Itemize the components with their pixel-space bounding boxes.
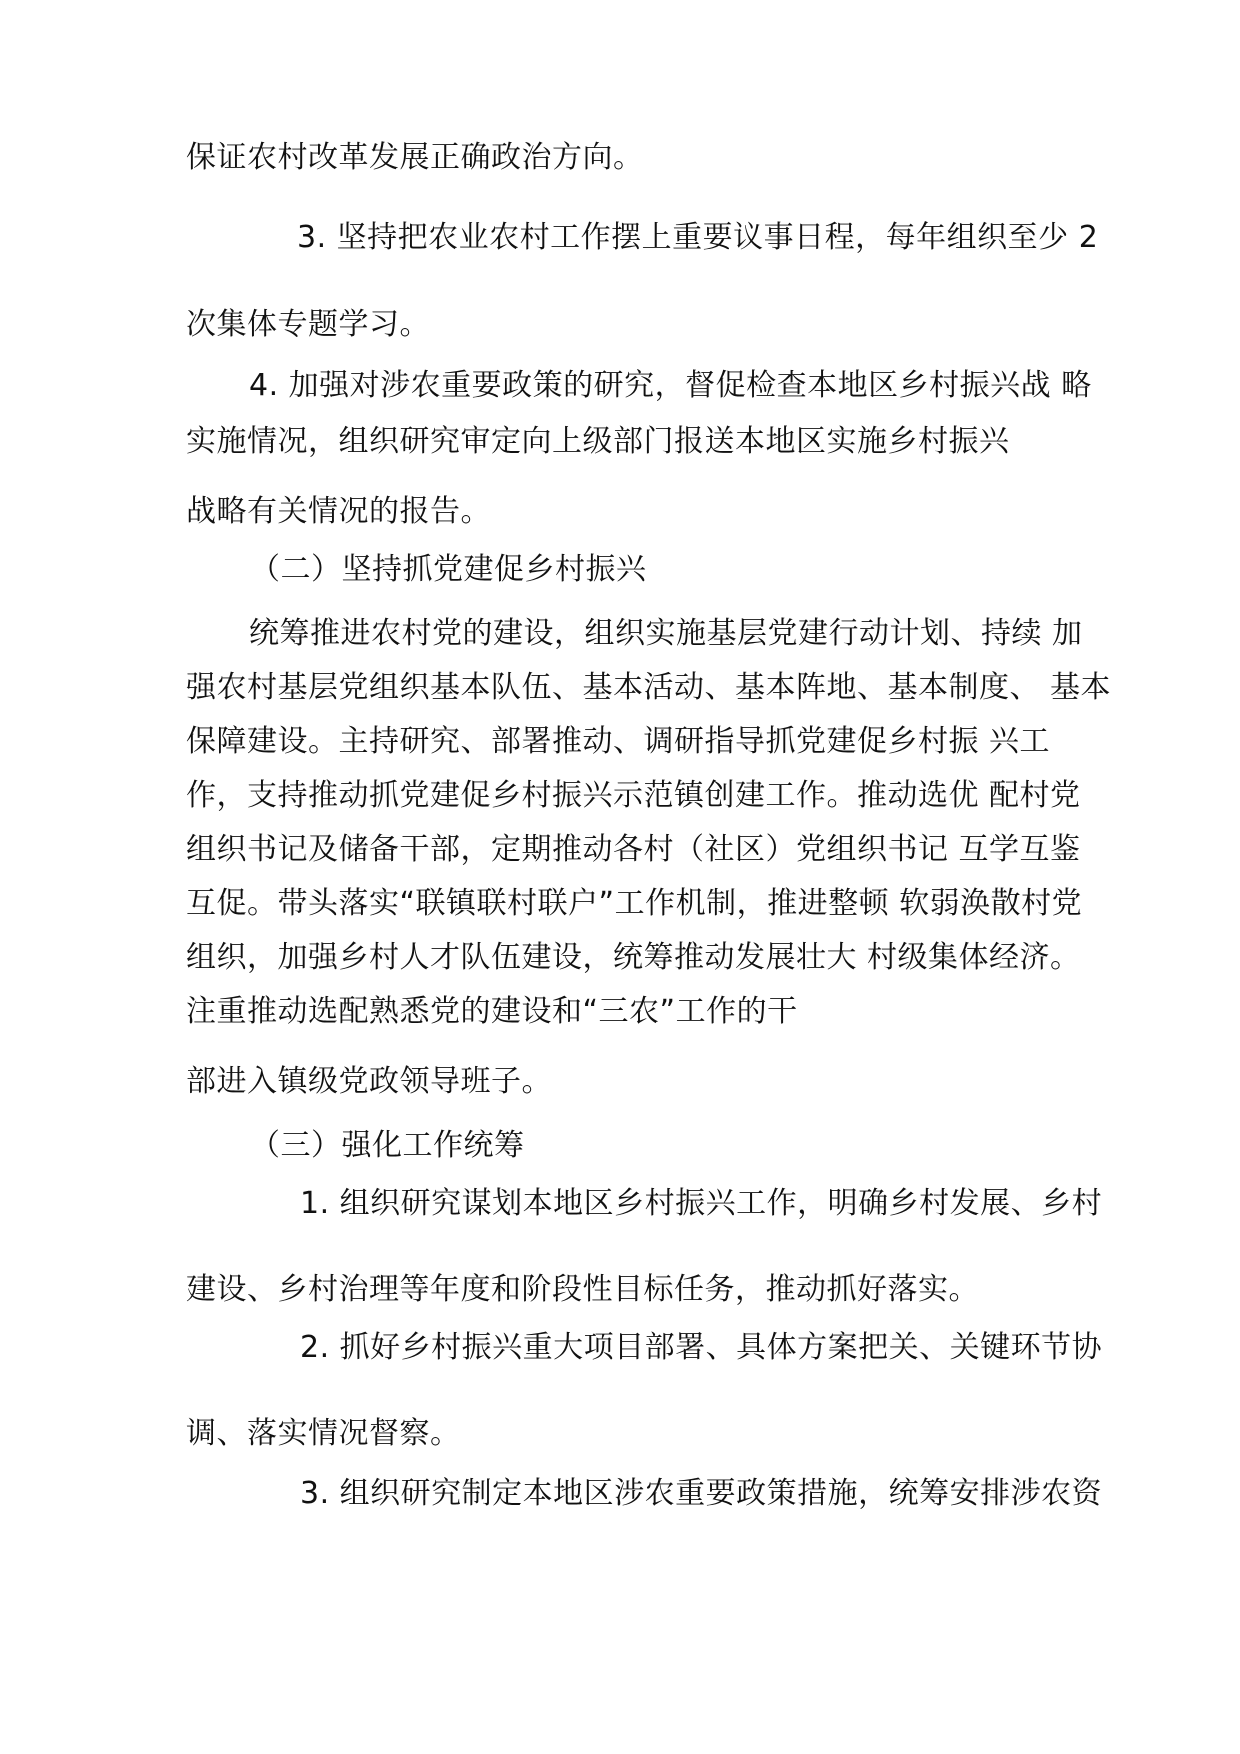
list-item: 2. 抓好乡村振兴重大项目部署、具体方案把关、关键环节协	[300, 1330, 1103, 1365]
text-line: 组织，加强乡村人才队伍建设，统筹推动发展壮大 村级集体经济。	[186, 940, 1081, 975]
list-item: 3. 组织研究制定本地区涉农重要政策措施，统筹安排涉农资	[300, 1476, 1103, 1511]
text-line: 注重推动选配熟悉党的建设和“三农”工作的干	[186, 994, 798, 1029]
text-line: 次集体专题学习。	[186, 307, 430, 342]
text-line: 保证农村改革发展正确政治方向。	[186, 140, 644, 175]
text-line: 战略有关情况的报告。	[186, 494, 491, 529]
text-line: 作，支持推动抓党建促乡村振兴示范镇创建工作。推动选优 配村党	[186, 778, 1081, 813]
list-item: 1. 组织研究谋划本地区乡村振兴工作，明确乡村发展、乡村	[300, 1186, 1103, 1221]
list-item: 3. 坚持把农业农村工作摆上重要议事日程，每年组织至少 2	[297, 220, 1099, 255]
text-line: 建设、乡村治理等年度和阶段性目标任务，推动抓好落实。	[186, 1272, 979, 1307]
text-line: 实施情况，组织研究审定向上级部门报送本地区实施乡村振兴	[186, 424, 1010, 459]
text-line: 统筹推进农村党的建设，组织实施基层党建行动计划、持续 加	[249, 616, 1083, 651]
text-line: 强农村基层党组织基本队伍、基本活动、基本阵地、基本制度、 基本	[186, 670, 1112, 705]
list-item: 4. 加强对涉农重要政策的研究，督促检查本地区乡村振兴战 略	[249, 368, 1092, 403]
section-heading: （二）坚持抓党建促乡村振兴	[250, 552, 647, 587]
text-line: 组织书记及储备干部，定期推动各村（社区）党组织书记 互学互鉴	[186, 832, 1081, 867]
text-line: 保障建设。主持研究、部署推动、调研指导抓党建促乡村振 兴工	[186, 724, 1051, 759]
text-line: 调、落实情况督察。	[186, 1416, 461, 1451]
text-line: 部进入镇级党政领导班子。	[186, 1064, 552, 1099]
text-line: 互促。带头落实“联镇联村联户”工作机制，推进整顿 软弱涣散村党	[186, 886, 1083, 921]
section-heading: （三）强化工作统筹	[250, 1128, 525, 1163]
